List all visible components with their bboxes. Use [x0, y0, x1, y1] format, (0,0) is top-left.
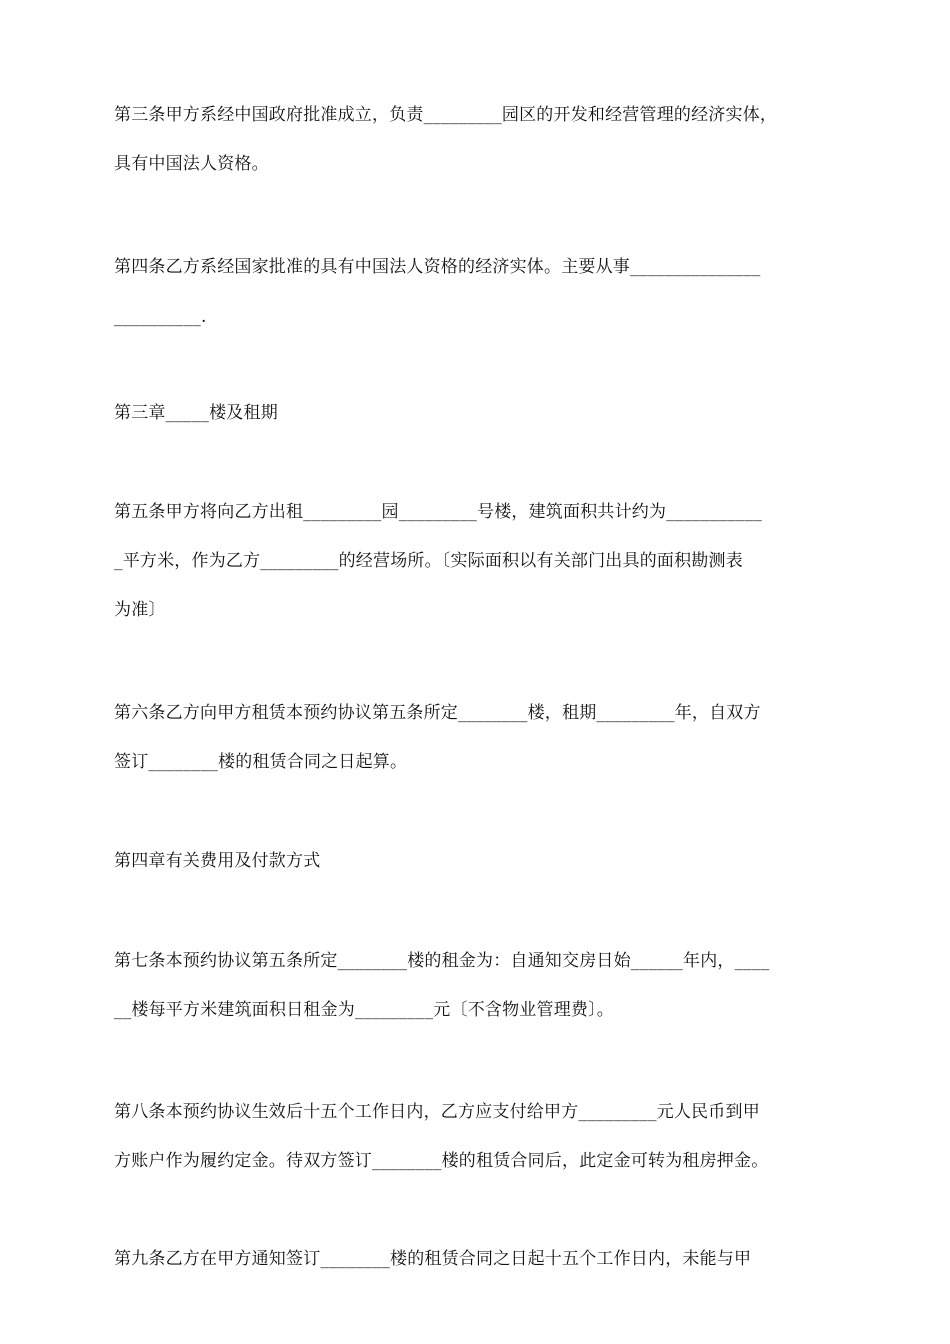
article-7-line-1: 第七条本预约协议第五条所定________楼的租金为：自通知交房日始______年内，____ — [114, 951, 770, 971]
article-4-line-1: 第四条乙方系经国家批准的具有中国法人资格的经济实体。主要从事_______________ — [114, 257, 761, 277]
article-6-line-2: 签订________楼的租赁合同之日起算。 — [114, 752, 408, 772]
article-6-line-1: 第六条乙方向甲方租赁本预约协议第五条所定________楼，租期_________年，自双方 — [114, 703, 761, 723]
article-3-line-2: 具有中国法人资格。 — [114, 154, 269, 174]
article-8-line-1: 第八条本预约协议生效后十五个工作日内，乙方应支付给甲方_________元人民币到甲 — [114, 1102, 760, 1122]
article-3-line-1: 第三条甲方系经中国政府批准成立，负责_________园区的开发和经营管理的经济实体， — [114, 105, 778, 125]
article-5-line-1: 第五条甲方将向乙方出租_________园_________号楼，建筑面积共计约为___________ — [114, 502, 762, 522]
article-4-line-2: __________. — [114, 307, 207, 327]
article-5-line-2: _平方米，作为乙方_________的经营场所。〔实际面积以有关部门出具的面积勘测表 — [114, 551, 743, 571]
article-8-line-2: 方账户作为履约定金。待双方签订________楼的租赁合同后，此定金可转为租房押金。 — [114, 1151, 769, 1171]
article-7-line-2: __楼每平方米建筑面积日租金为_________元〔不含物业管理费〕。 — [114, 1000, 614, 1020]
article-9-line-1: 第九条乙方在甲方通知签订________楼的租赁合同之日起十五个工作日内，未能与甲 — [114, 1249, 752, 1269]
chapter-3-heading: 第三章_____楼及租期 — [114, 403, 278, 423]
article-5-line-3: 为准〕 — [114, 600, 166, 620]
chapter-4-heading: 第四章有关费用及付款方式 — [114, 851, 321, 871]
